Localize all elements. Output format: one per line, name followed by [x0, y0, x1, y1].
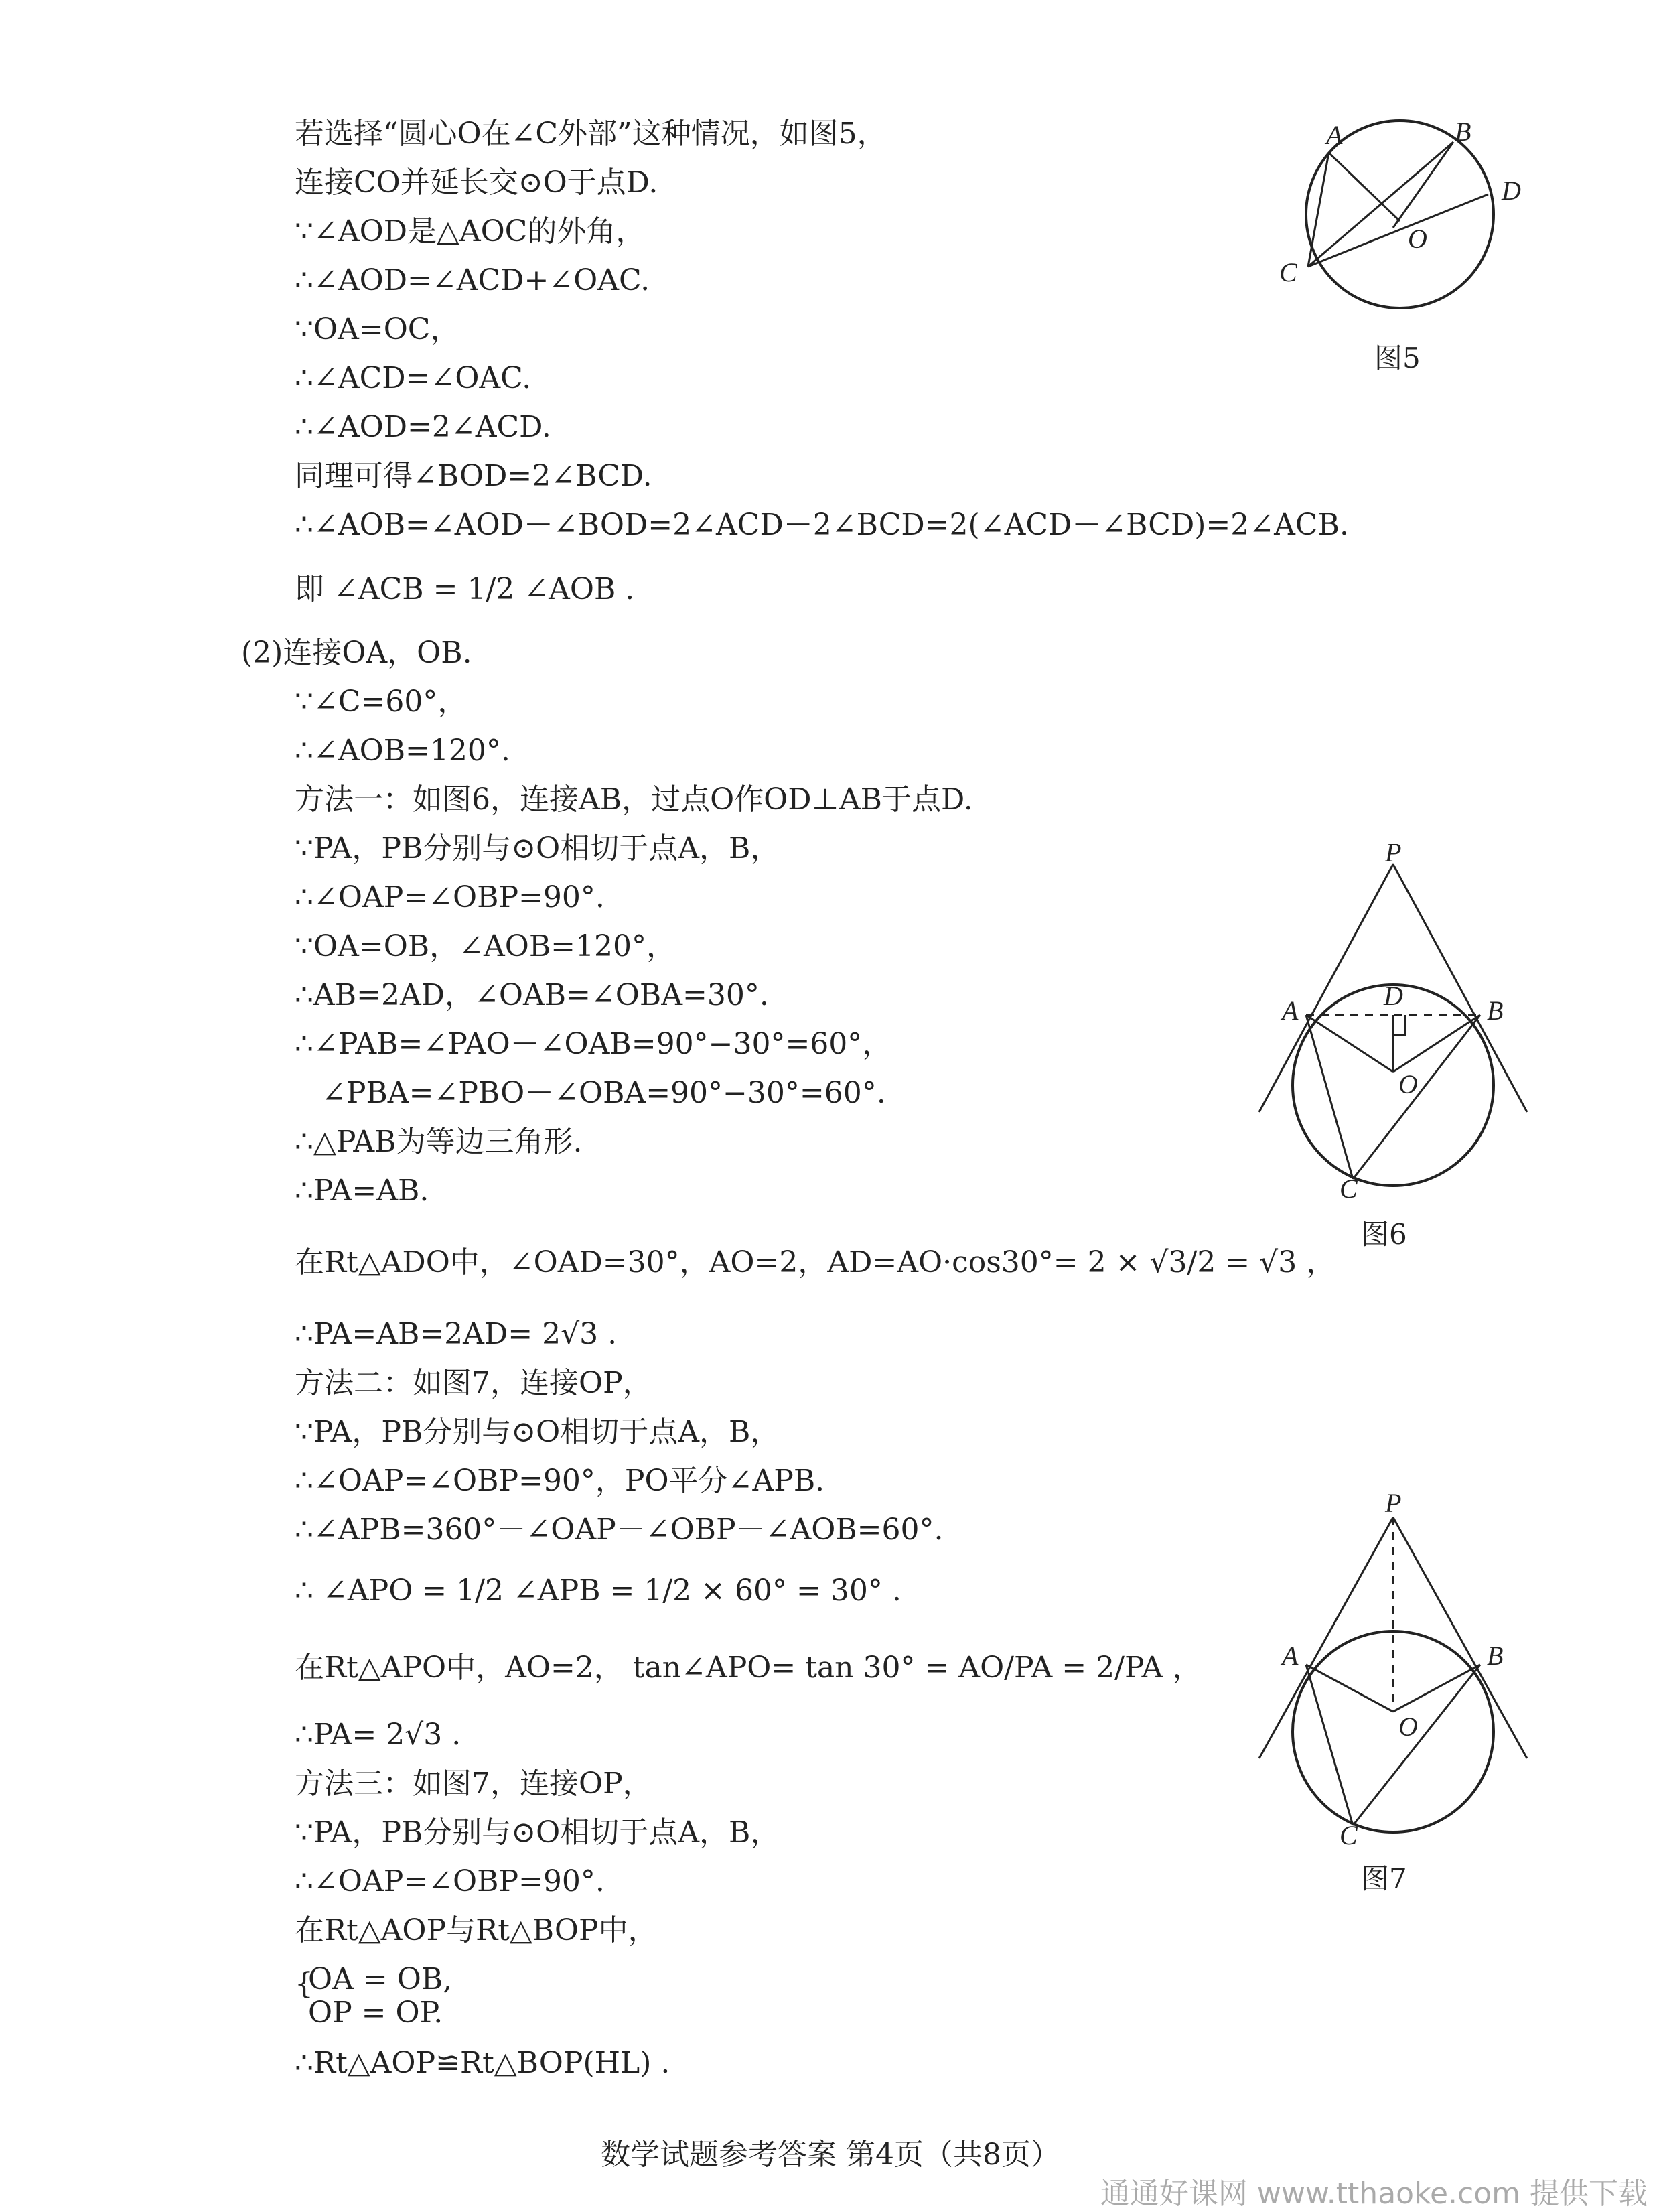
- watermark: 通通好课网 www.tthaoke.com 提供下载: [1100, 2176, 1648, 2211]
- figure-caption: 图5: [1374, 342, 1421, 374]
- point-label: A: [1282, 995, 1299, 1026]
- point-label: A: [1282, 1641, 1299, 1671]
- text-line: 同理可得∠BOD=2∠BCD.: [295, 459, 652, 493]
- text-line: ∴Rt△AOP≌Rt△BOP(HL) .: [295, 2046, 670, 2080]
- text-line: ∴∠AOB=120°.: [295, 734, 510, 768]
- text-line: ∵OA=OB，∠AOB=120°，: [295, 929, 676, 963]
- text-line: ∵∠C=60°，: [295, 685, 467, 719]
- text-line: ∴AB=2AD，∠OAB=∠OBA=30°.: [295, 978, 769, 1012]
- text-line: ∴PA=AB.: [295, 1174, 429, 1208]
- point-label: O: [1398, 1069, 1418, 1099]
- text-line: ∵∠AOD是△AOC的外角，: [295, 214, 646, 249]
- text-line: 连接CO并延长交⊙O于点D.: [295, 165, 658, 200]
- point-label: C: [1340, 1820, 1358, 1850]
- point-label: C: [1279, 257, 1297, 287]
- text-line: ∴PA=AB=2AD= 2√3 .: [295, 1317, 618, 1351]
- figure-caption: 图7: [1361, 1862, 1407, 1895]
- text-line: ∴∠AOB=∠AOD－∠BOD=2∠ACD－2∠BCD=2(∠ACD－∠BCD)=2∠ACB.: [295, 508, 1349, 542]
- point-label: A: [1326, 120, 1343, 150]
- text-line: 方法三：如图7，连接OP，: [295, 1767, 652, 1801]
- figure-caption: 图6: [1361, 1218, 1407, 1251]
- system-brace: {: [295, 1967, 313, 2001]
- text-line: 方法二：如图7，连接OP，: [295, 1366, 652, 1400]
- text-line: ∴∠AOD=∠ACD+∠OAC.: [295, 263, 650, 297]
- text-line: ∵PA，PB分别与⊙O相切于点A，B，: [295, 831, 780, 866]
- text-line: ∴∠PAB=∠PAO－∠OAB=90°−30°=60°，: [295, 1027, 892, 1061]
- page-footer: 数学试题参考答案 第4页（共8页）: [601, 2138, 1060, 2172]
- text-line: ∴∠AOD=2∠ACD.: [295, 410, 551, 444]
- text-line: 方法一：如图6，连接AB，过点O作OD⊥AB于点D.: [295, 782, 973, 817]
- point-label: B: [1455, 117, 1471, 147]
- text-line: ∵OA=OC，: [295, 312, 460, 346]
- text-line: ∴∠OAP=∠OBP=90°，PO平分∠APB.: [295, 1464, 825, 1498]
- figure-5: [1259, 114, 1540, 335]
- text-line: ∴△PAB为等边三角形.: [295, 1125, 583, 1159]
- text-line: 即 ∠ACB = 1/2 ∠AOB .: [295, 572, 635, 606]
- text-line: ∵PA，PB分别与⊙O相切于点A，B，: [295, 1815, 780, 1850]
- point-label: P: [1385, 844, 1402, 868]
- text-line: (2)连接OA，OB.: [241, 636, 472, 670]
- point-label: B: [1487, 1641, 1504, 1671]
- text-line: 在Rt△AOP与Rt△BOP中，: [295, 1913, 658, 1947]
- point-label: D: [1384, 981, 1403, 1011]
- text-line: ∴PA= 2√3 .: [295, 1718, 461, 1752]
- point-label: D: [1502, 176, 1521, 206]
- text-line: OP = OP.: [308, 1996, 443, 2030]
- figure-7: [1252, 1491, 1534, 1852]
- text-line: ∴∠ACD=∠OAC.: [295, 361, 532, 395]
- text-line: OA = OB,: [308, 1962, 453, 1996]
- text-line: ∠PBA=∠PBO－∠OBA=90°−30°=60°.: [321, 1076, 886, 1110]
- text-line: 在Rt△ADO中，∠OAD=30°，AO=2，AD=AO·cos30°= 2 × √3/2 = √3 ，: [295, 1245, 1336, 1280]
- text-line: 若选择“圆心O在∠C外部”这种情况，如图5，: [295, 117, 887, 151]
- point-label: P: [1385, 1491, 1402, 1518]
- point-label: O: [1408, 224, 1427, 254]
- text-line: ∴ ∠APO = 1/2 ∠APB = 1/2 × 60° = 30° .: [295, 1574, 901, 1608]
- figure-6: [1252, 844, 1534, 1206]
- point-label: B: [1487, 995, 1504, 1026]
- point-label: C: [1340, 1174, 1358, 1204]
- point-label: O: [1398, 1712, 1418, 1742]
- text-line: ∴∠OAP=∠OBP=90°.: [295, 1864, 605, 1898]
- text-line: 在Rt△APO中，AO=2， tan∠APO= tan 30° = AO/PA = 2/PA ，: [295, 1651, 1202, 1685]
- text-line: ∴∠OAP=∠OBP=90°.: [295, 880, 605, 914]
- text-line: ∴∠APB=360°－∠OAP－∠OBP－∠AOB=60°.: [295, 1513, 944, 1547]
- text-line: ∵PA，PB分别与⊙O相切于点A，B，: [295, 1415, 780, 1449]
